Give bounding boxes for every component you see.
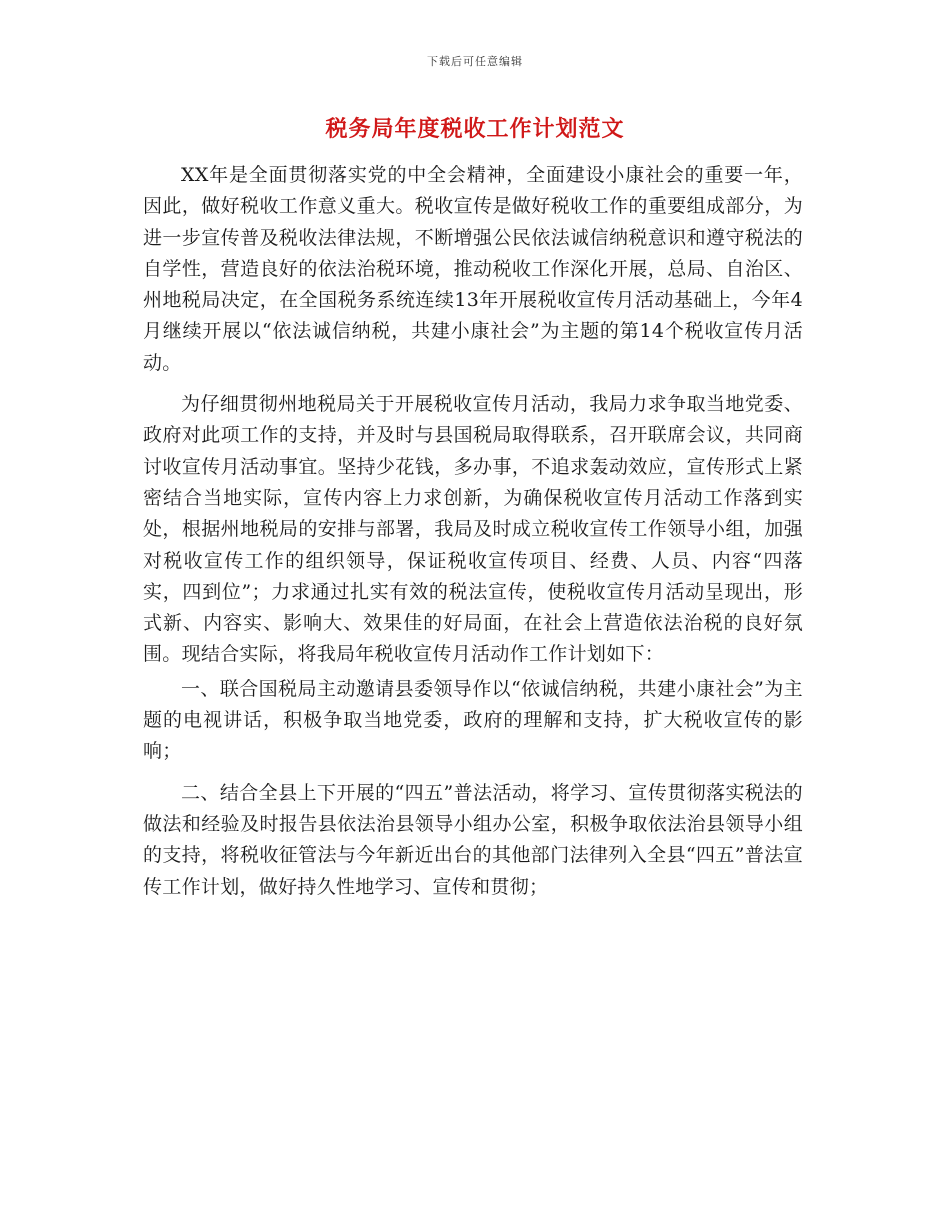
paragraph-implementation: 为仔细贯彻州地税局关于开展税收宣传月活动，我局力求争取当地党委、政府对此项工作的支持，并及时与县国税局取得联系，召开联席会议，共同商讨收宣传月活动事宜。坚持少花钱，多办事，不追求轰动效应，宣传形式上紧密结合当地实际，宣传内容上力求创新，为确保税收宣传月活动工作落到实处，根据州地税局的安排与部署，我局及时成立税收宣传工作领导小组，加强对税收宣传工作的组织领导，保证税收宣传项目、经费、人员、内容“四落实，四到位”；力求通过扎实有效的税法宣传，使税收宣传月活动呈现出，形式新、内容实、影响大、效果佳的好局面，在社会上营造依法治税的良好氛围。现结合实际，将我局年税收宣传月活动作工作计划如下： xyxy=(143,393,803,666)
paragraph-item-1: 一、联合国税局主动邀请县委领导作以“依诚信纳税，共建小康社会”为主题的电视讲话，积极争取当地党委，政府的理解和支持，扩大税收宣传的影响； xyxy=(143,677,803,763)
paragraph-item-2: 二、结合全县上下开展的“四五”普法活动，将学习、宣传贯彻落实税法的做法和经验及时报告县依法治县领导小组办公室，积极争取依法治县领导小组的支持，将税收征管法与今年新近出台的其他部门法律列入全县“四五”普法宣传工作计划，做好持久性地学习、宣传和贯彻； xyxy=(143,781,803,898)
document-title: 税务局年度税收工作计划范文 xyxy=(325,116,625,142)
paragraph-intro: XX年是全面贯彻落实党的中全会精神，全面建设小康社会的重要一年，因此，做好税收工作意义重大。税收宣传是做好税收工作的重要组成部分，为进一步宣传普及税收法律法规，不断增强公民依法诚信纳税意识和遵守税法的自学性，营造良好的依法治税环境，推动税收工作深化开展，总局、自治区、州地税局决定，在全国税务系统连续13年开展税收宣传月活动基础上，今年4月继续开展以“依法诚信纳税，共建小康社会”为主题的第14个税收宣传月活动。 xyxy=(143,164,803,374)
header-note: 下载后可任意编辑 xyxy=(427,55,523,68)
document-body xyxy=(143,160,803,903)
